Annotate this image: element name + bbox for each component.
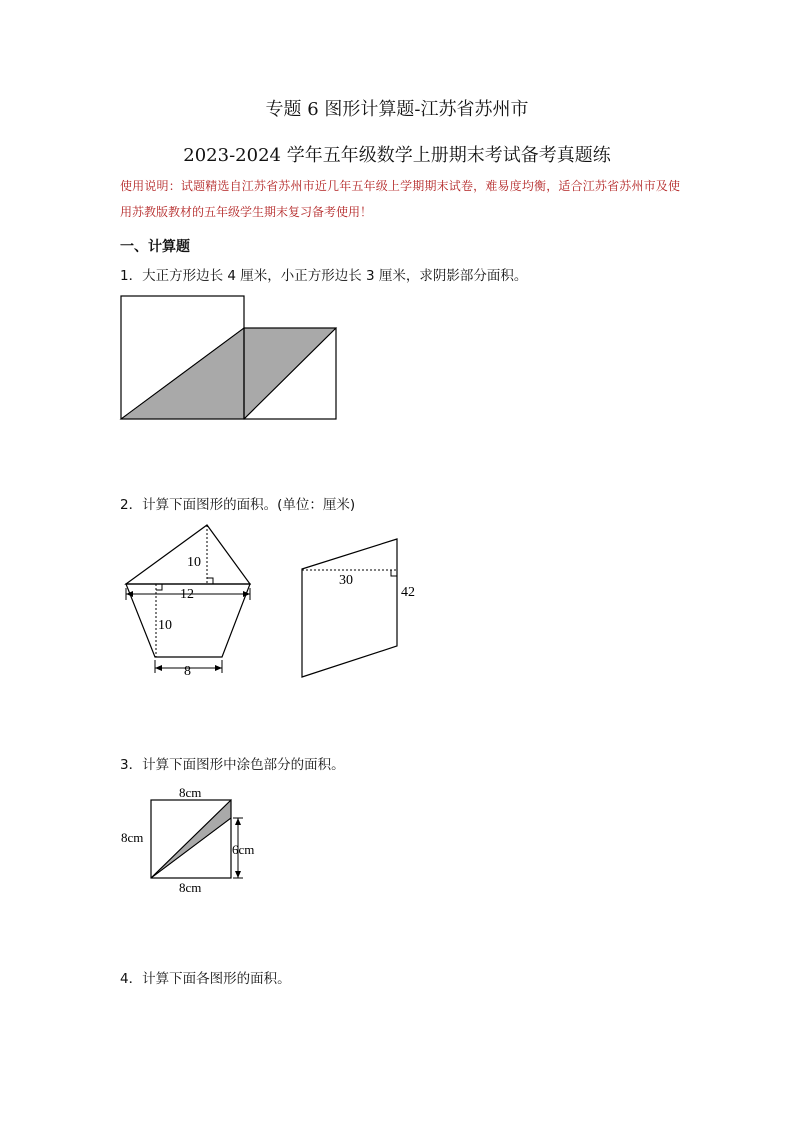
fig2a-label-tri-height: 10 <box>187 555 201 570</box>
fig3-label-top: 8cm <box>179 785 202 800</box>
section-title: 一、计算题 <box>120 239 190 255</box>
fig3-label-bottom: 8cm <box>179 880 202 895</box>
page-title-line2: 2023-2024 学年五年级数学上册期末考试备考真题练 <box>183 145 611 166</box>
fig3-label-right: 6cm <box>232 842 255 857</box>
page-title-line1: 专题 6 图形计算题-江苏省苏州市 <box>265 99 529 120</box>
question-2: 2．计算下面图形的面积。(单位：厘米) <box>120 497 356 513</box>
fig2b-label-width: 30 <box>339 573 353 588</box>
fig2b-label-height: 42 <box>401 585 415 600</box>
question-1: 1．大正方形边长 4 厘米，小正方形边长 3 厘米，求阴影部分面积。 <box>120 268 528 284</box>
question-3: 3．计算下面图形中涂色部分的面积。 <box>120 757 345 773</box>
question-4: 4．计算下面各图形的面积。 <box>120 971 291 987</box>
fig3-label-left: 8cm <box>121 830 144 845</box>
usage-notice: 使用说明：试题精选自江苏省苏州市近几年五年级上学期期末试卷，难易度均衡，适合江苏省苏州市及使用苏教版教材的五年级学生期末复习备考使用！ <box>120 179 680 219</box>
fig2a-label-base: 12 <box>180 587 194 602</box>
fig2a-label-bottom: 8 <box>184 664 191 679</box>
fig2a-label-trap-height: 10 <box>158 618 172 633</box>
